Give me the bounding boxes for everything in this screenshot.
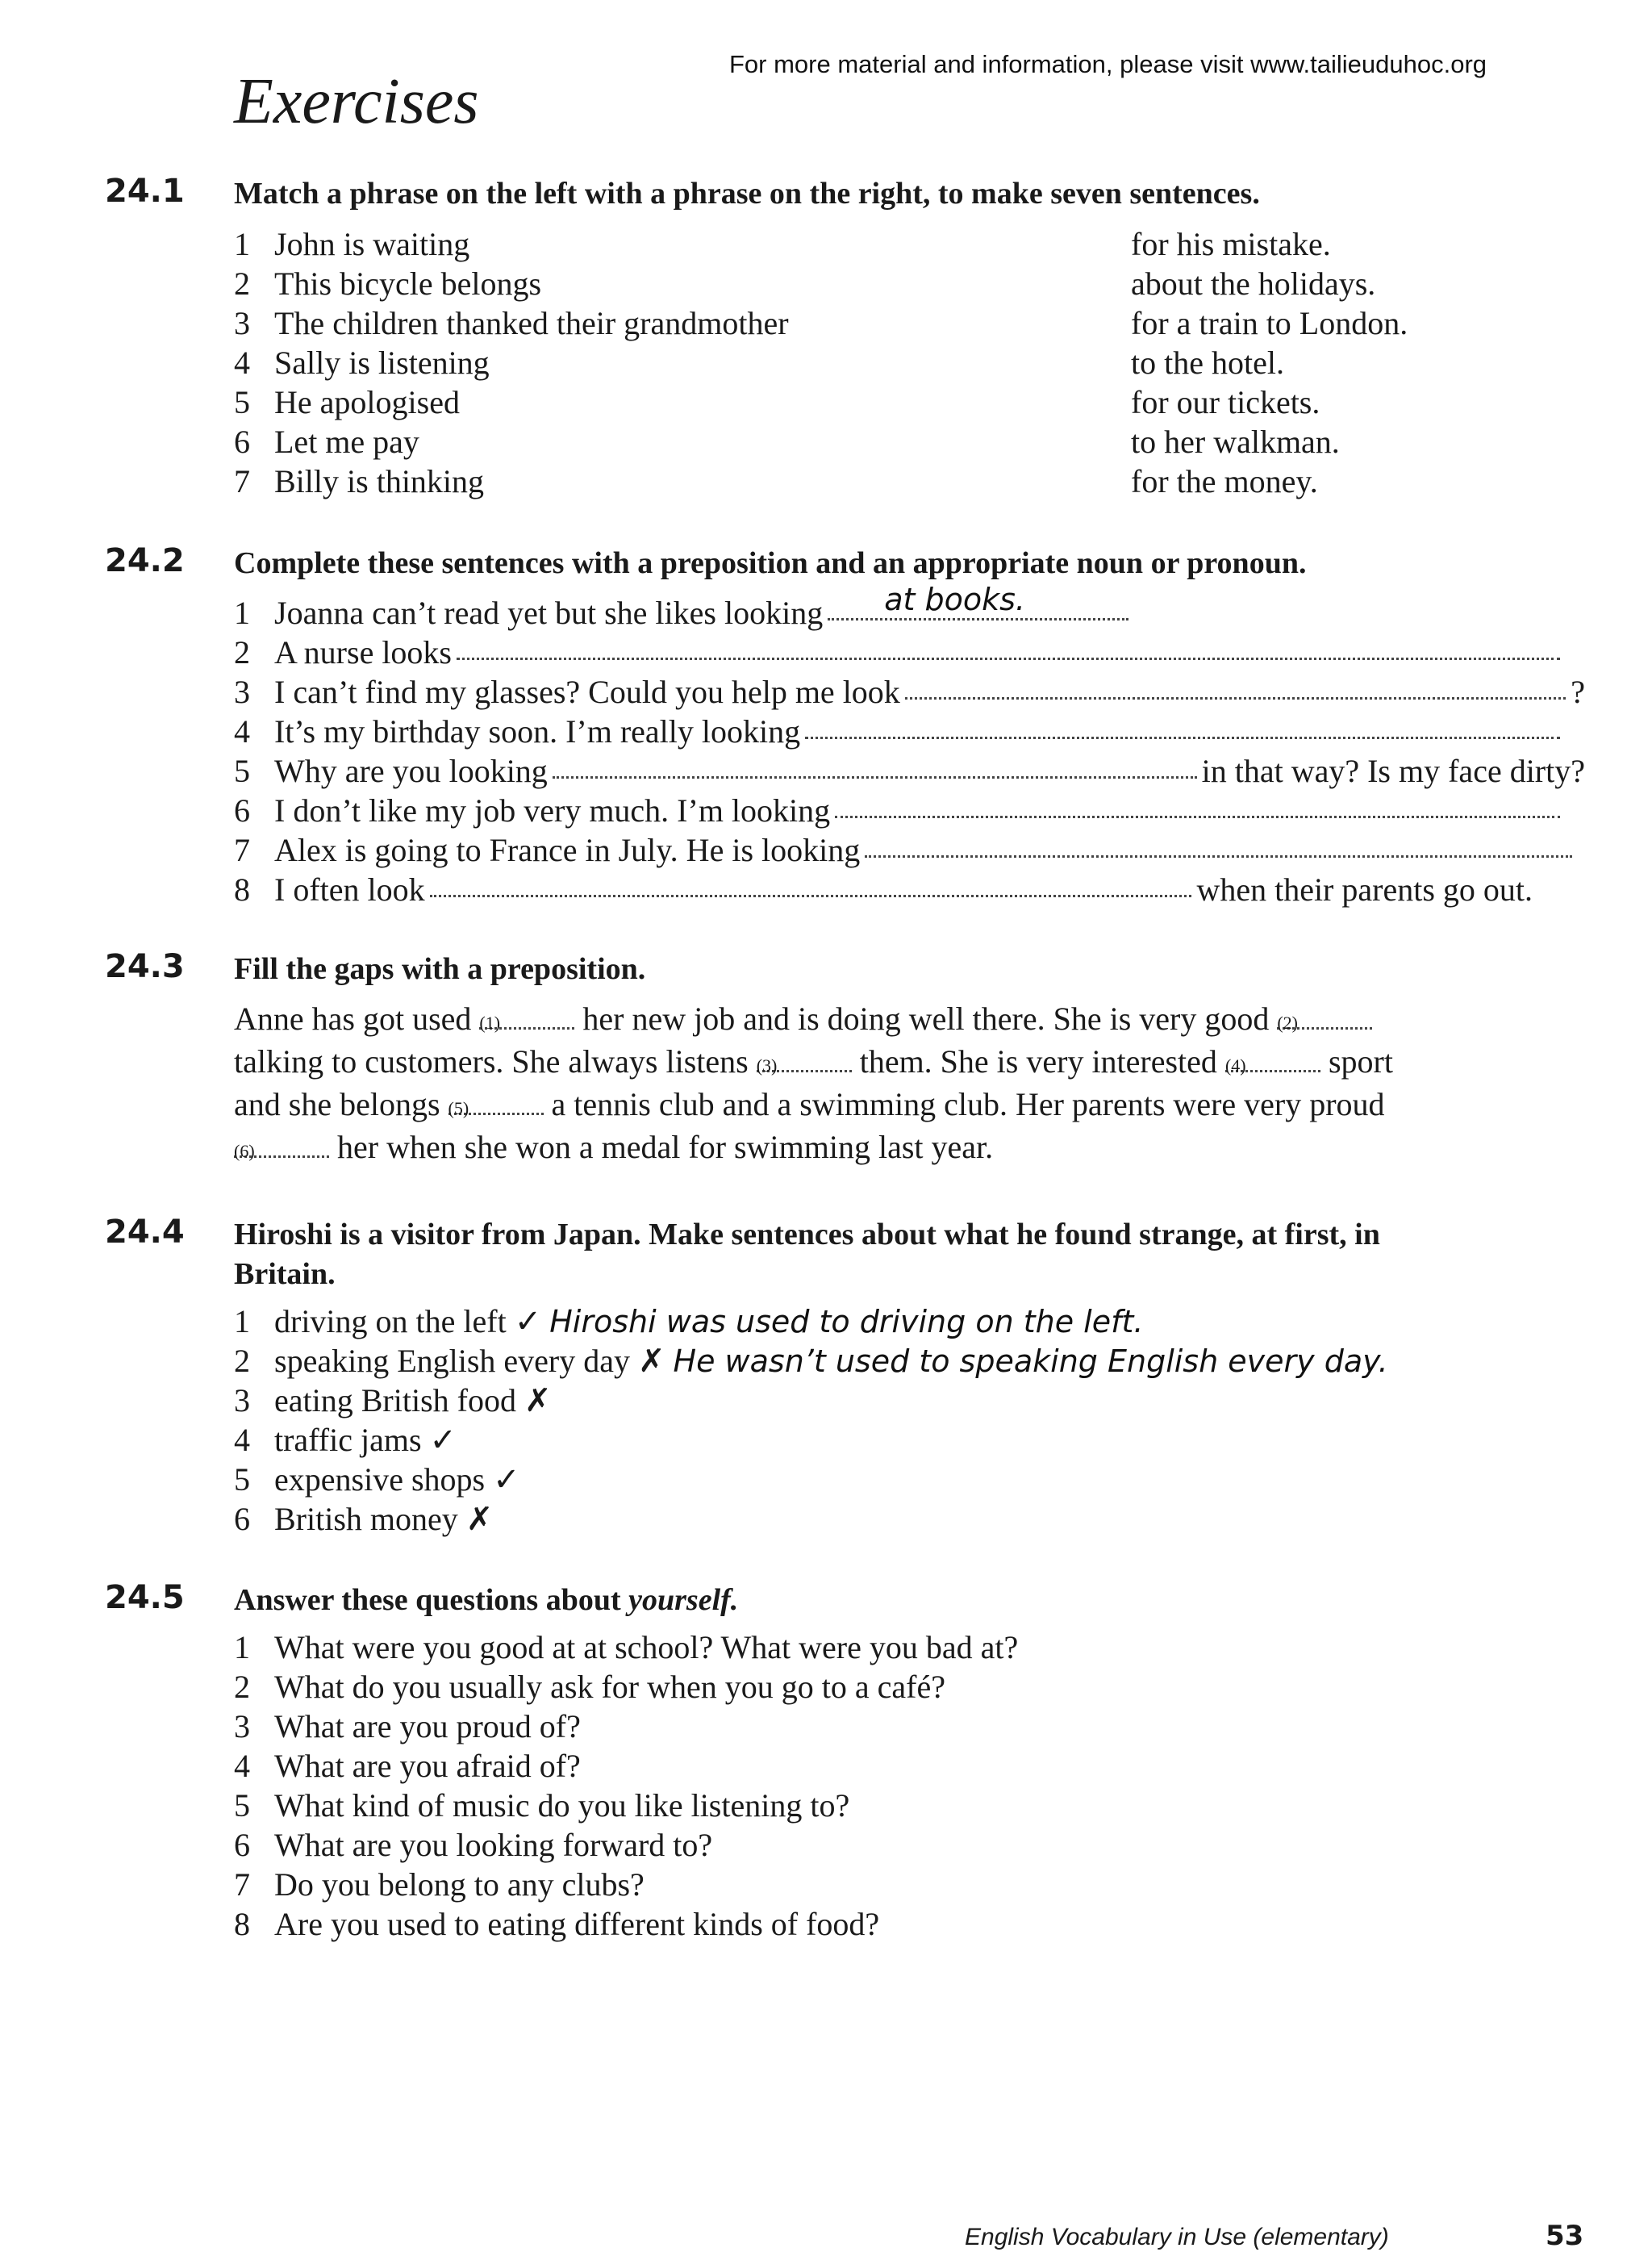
item-text: I don’t like my job very much. I’m looking (274, 792, 831, 829)
item-number: 1 (234, 1629, 250, 1665)
item-text: A nurse looks (274, 634, 452, 671)
section-instruction-24-3: Fill the gaps with a preposition. (234, 952, 646, 986)
check-mark-icon: ✓ (514, 1303, 542, 1340)
list-item (234, 676, 1585, 708)
item-number: 7 (234, 1866, 250, 1903)
match-phrase: about the holidays. (1131, 265, 1376, 302)
section-number-24-1: 24.1 (105, 173, 185, 210)
answer-line (865, 855, 1572, 858)
item-number: 3 (234, 1382, 250, 1418)
item-number: 6 (234, 424, 250, 460)
item-number: 2 (234, 634, 250, 671)
item-number: 4 (234, 1748, 250, 1784)
gap-2 (1277, 1013, 1372, 1033)
item-number: 4 (234, 345, 250, 381)
section-instruction-24-2: Complete these sentences with a preposition and an appropriate noun or pronoun. (234, 546, 1307, 580)
section-instruction-24-4: Hiroshi is a visitor from Japan. Make sentences about what he found strange, at first, in (234, 1218, 1380, 1251)
match-phrase: for a train to London. (1131, 305, 1408, 341)
gap-3 (756, 1055, 852, 1076)
item-text: eating British food ✗ (274, 1382, 552, 1419)
item-text: driving on the left ✓ Hiroshi was used to driving on the left. (274, 1303, 1144, 1340)
item-text: Sally is listening (274, 345, 490, 381)
item-number: 2 (234, 265, 250, 302)
item-number: 1 (234, 226, 250, 262)
gap-fill-paragraph (234, 997, 1589, 1168)
item-ending: in that way? Is my face dirty? (1201, 753, 1585, 789)
section-number-24-2: 24.2 (105, 542, 185, 579)
item-text: traffic jams ✓ (274, 1422, 457, 1459)
item-text: Let me pay (274, 424, 419, 460)
answer-line (835, 816, 1560, 818)
item-number: 7 (234, 832, 250, 868)
item-number: 6 (234, 1501, 250, 1537)
item-text: What kind of music do you like listening to? (274, 1787, 850, 1824)
item-number: 3 (234, 674, 250, 710)
item-number: 7 (234, 463, 250, 499)
item-text: What are you looking forward to? (274, 1827, 713, 1863)
answer-line (905, 697, 1566, 700)
section-number-24-5: 24.5 (105, 1579, 185, 1616)
cross-mark-icon: ✗ (524, 1382, 552, 1419)
list-item (234, 634, 1565, 671)
item-number: 5 (234, 753, 250, 789)
item-text: It’s my birthday soon. I’m really looking (274, 713, 801, 750)
item-number: 3 (234, 305, 250, 341)
handwritten-answer: at books. (884, 582, 1025, 617)
gap-label: (4) (1224, 1055, 1246, 1076)
item-text: John is waiting (274, 226, 470, 262)
section-number-24-3: 24.3 (105, 948, 185, 985)
section-instruction-24-4-cont: Britain. (234, 1257, 336, 1291)
website-notice: For more material and information, please visit www.tailieuduhoc.org (729, 50, 1487, 78)
item-number: 8 (234, 871, 250, 908)
item-text: Alex is going to France in July. He is looking (274, 832, 861, 868)
list-item (234, 871, 1533, 908)
paragraph-text: Anne has got used (234, 1001, 472, 1037)
item-number: 8 (234, 1906, 250, 1942)
list-item (234, 582, 1133, 631)
page-title: Exercises (234, 66, 479, 137)
section-instruction-24-5: Answer these questions about yourself. (234, 1583, 739, 1617)
gap-5 (448, 1098, 544, 1118)
match-phrase: to the hotel. (1131, 345, 1284, 381)
item-text: Are you used to eating different kinds of food? (274, 1906, 880, 1942)
cross-mark-icon: ✗ (465, 1501, 494, 1538)
item-text: This bicycle belongs (274, 265, 542, 302)
check-mark-icon: ✓ (493, 1461, 520, 1498)
book-title-footer: English Vocabulary in Use (elementary) (965, 2224, 1389, 2250)
handwritten-answer: He wasn’t used to speaking English every day. (673, 1343, 1388, 1379)
handwritten-answer: Hiroshi was used to driving on the left. (549, 1304, 1144, 1339)
item-number: 4 (234, 1422, 250, 1458)
item-ending: when their parents go out. (1196, 871, 1533, 908)
item-number: 2 (234, 1669, 250, 1705)
paragraph-text: her new job and is doing well there. She is very good (582, 1001, 1270, 1037)
list-item (234, 834, 1577, 867)
answer-line (828, 582, 1128, 620)
gap-label: (3) (756, 1055, 778, 1076)
item-text: I can’t find my glasses? Could you help me look (274, 674, 900, 710)
item-text: What are you afraid of? (274, 1748, 581, 1784)
item-number: 6 (234, 792, 250, 829)
item-ending: ? (1571, 674, 1585, 710)
item-number: 2 (234, 1343, 250, 1379)
gap-6 (234, 1141, 329, 1161)
check-mark-icon: ✓ (429, 1422, 457, 1459)
item-number: 5 (234, 384, 250, 420)
cross-mark-icon: ✗ (638, 1343, 665, 1380)
item-number: 4 (234, 713, 250, 750)
answer-line (805, 737, 1560, 739)
item-text: British money ✗ (274, 1501, 494, 1538)
item-text: Why are you looking (274, 753, 548, 789)
answer-line (553, 776, 1197, 779)
item-text: speaking English every day ✗ He wasn’t used to speaking English every day. (274, 1343, 1388, 1380)
list-item (234, 755, 1585, 788)
item-text: What are you proud of? (274, 1708, 581, 1744)
match-phrase: for the money. (1131, 463, 1318, 499)
paragraph-text: talking to customers. She always listens (234, 1043, 749, 1080)
item-text: expensive shops ✓ (274, 1461, 520, 1498)
item-number: 5 (234, 1461, 250, 1498)
paragraph-text: and she belongs (234, 1086, 440, 1122)
page-number: 53 (1546, 2220, 1584, 2252)
match-phrase: to her walkman. (1131, 424, 1340, 460)
item-number: 1 (234, 1303, 250, 1339)
answer-line (430, 895, 1192, 897)
paragraph-text: a tennis club and a swimming club. Her parents were very proud (551, 1086, 1385, 1122)
gap-label: (5) (448, 1098, 469, 1118)
item-text: I often look (274, 871, 425, 908)
gap-label: (2) (1277, 1013, 1298, 1033)
section-instruction-24-1: Match a phrase on the left with a phrase on the right, to make seven sentences. (234, 177, 1260, 211)
gap-label: (1) (479, 1013, 501, 1033)
gap-4 (1224, 1055, 1320, 1076)
item-number: 3 (234, 1708, 250, 1744)
section-number-24-4: 24.4 (105, 1214, 185, 1251)
answer-line (457, 658, 1560, 660)
item-number: 1 (234, 595, 250, 631)
item-text: Do you belong to any clubs? (274, 1866, 645, 1903)
paragraph-text: her when she won a medal for swimming last year. (337, 1129, 994, 1165)
match-phrase: for our tickets. (1131, 384, 1320, 420)
item-text: The children thanked their grandmother (274, 305, 789, 341)
list-item (234, 713, 1565, 750)
match-phrase: for his mistake. (1131, 226, 1331, 262)
gap-1 (479, 1013, 574, 1033)
item-text: He apologised (274, 384, 460, 420)
item-text: Joanna can’t read yet but she likes looking (274, 595, 824, 631)
item-text: Billy is thinking (274, 463, 485, 499)
item-number: 5 (234, 1787, 250, 1824)
paragraph-text: them. She is very interested (859, 1043, 1217, 1080)
paragraph-text: sport (1328, 1043, 1393, 1080)
item-text: What do you usually ask for when you go to a café? (274, 1669, 945, 1705)
item-number: 6 (234, 1827, 250, 1863)
gap-label: (6) (234, 1141, 255, 1161)
item-text: What were you good at at school? What were you bad at? (274, 1629, 1019, 1665)
list-item (234, 792, 1565, 829)
